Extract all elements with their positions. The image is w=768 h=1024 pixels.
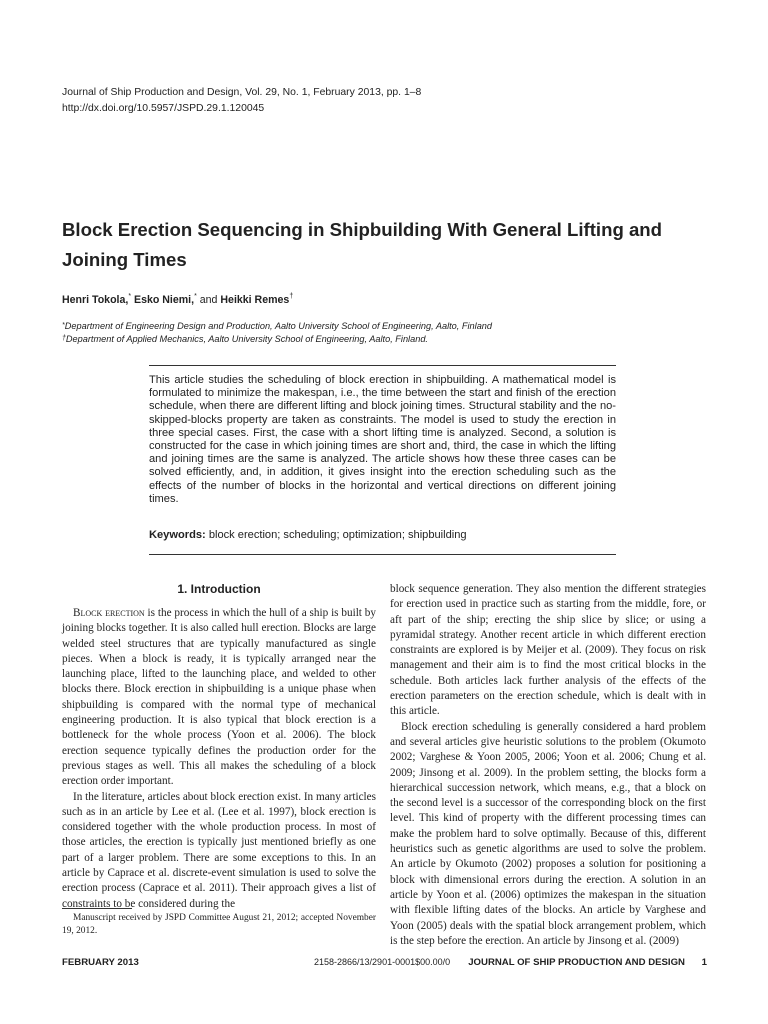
affiliation-mark: * [128,293,132,300]
footer-journal: JOURNAL OF SHIP PRODUCTION AND DESIGN [468,957,685,968]
affiliation-mark: † [62,335,66,342]
journal-citation-header [62,85,421,117]
affiliation-mark: * [194,293,197,300]
paragraph-text: is the process in which the hull of a ship is built by joining blocks together. It is also called hull erection. Blocks are large welded steel structures that are typically manufactured as single pieces. When a block is ready, it is typically arranged near the launching place, lifted to the launching place, and welded to other blocks there. Block erection in shipbuilding is a unique phase when shipbuilding is compared with the normal type of mechanical engineering production. It is also typical that block erection is a bottleneck for the whole process (Yoon et al. 2006). The block erection sequence typically defines the production order for the previous stages as well. This all makes the scheduling of a block erection order important. [62,607,376,788]
footnote: Manuscript received by JSPD Committee August 21, 2012; accepted November 19, 2012. [62,913,376,936]
paragraph: block sequence generation. They also mention the different strategies for erection used in practice such as starting from the middle, fore, or aft part of the ship; erecting the ship slice by slice; or using a pyramidal strategy. Another recent article in which different erection constraints are explored is by Meijer et al. (2009). They focus on risk management and their aim is to find the most critical blocks in the schedule. Both articles lack further analysis of the effects of the erection parameters on the erection schedule, which is dealt with in this article. [390,583,706,718]
footer-code: 2158-2866/13/2901-0001$00.00/0 [314,957,451,967]
keywords [149,529,616,541]
author-name: Esko Niemi, [134,294,195,306]
affiliation-line [62,320,492,333]
paragraph: Block erection scheduling is generally considered a hard problem and several articles give heuristic solutions to the problem (Okumoto 2002; Varghese & Yoon 2005, 2006; Yoon et al. 2006; Chung et al. 2009; Jinsong et al. 2009). In the problem setting, the blocks form a hierarchical succession network, which means, e.g., that a block on the second level is a successor of the corresponding block on the first level. This kind of property with the different processing times can make the problem hard to solve optimally. Because of this, different heuristics such as genetic algorithms are used to solve the problem. An article by Okumoto (2002) proposes a solution for positioning a block with dimensional errors during the erection. A solution in an article by Yoon et al. (2006) optimizes the makespan in the situation with flexible lifting dates of the blocks. An article by Varghese and Yoon (2005) deals with the spatial block arrangement problem, which is the step before the erection. An article by Jinsong et al. (2009) [390,720,706,947]
author-name: Henri Tokola, [62,294,129,306]
left-column [62,582,376,912]
footnote-rule [62,908,132,909]
affiliation-mark: * [62,322,65,329]
keywords-text: block erection; scheduling; optimization; shipbuilding [208,529,467,541]
affiliation-text: Department of Engineering Design and Production, Aalto University School of Engineering, Aalto, Finland [64,321,493,331]
footer-date: FEBRUARY 2013 [62,957,139,968]
article-title: Block Erection Sequencing in Shipbuilding With General Lifting and Joining Times [62,219,663,270]
author-conjunction: and [199,294,218,306]
keywords-label: Keywords: [149,529,206,541]
right-column [390,582,706,949]
paragraph: In the literature, articles about block erection exist. In many articles such as in an article by Lee et al. (Lee et al. 1997), block erection is considered together with the whole production process. In most of those articles, the erection is typically just mentioned briefly as one part of a larger problem. There are some exceptions to this. In an article by Caprace et al. discrete-event simulation is used to solve the erection process (Caprace et al. 2011). Their approach gives a list of constraints to be considered during the [62,790,376,910]
doi-link[interactable]: http://dx.doi.org/10.5957/JSPD.29.1.120045 [62,103,265,114]
abstract-top-rule [149,365,616,366]
journal-citation: Journal of Ship Production and Design, Vol. 29, No. 1, February 2013, pp. 1–8 [62,87,422,98]
affiliation-mark: † [289,293,294,300]
author-list [62,294,293,306]
page-number: 1 [701,957,707,968]
affiliation-text: Department of Applied Mechanics, Aalto University School of Engineering, Aalto, Finland. [65,334,428,344]
author-name: Heikki Remes [220,294,290,306]
affiliations [62,320,492,346]
section-heading: 1. Introduction [177,582,261,596]
abstract-bottom-rule [149,554,616,555]
abstract: This article studies the scheduling of block erection in shipbuilding. A mathematical model is formulated to minimize the makespan, i.e., the time between the start and finish of the erection schedule, when there are different lifting and block joining times. Structural stability and the no-skipped-blocks property are taken as constraints. The model is used to study the erection in three special cases. First, the case with a short lifting time is analyzed. Second, a solution is constructed for the case in which joining times are short and, third, the case in which the lifting and joining times are the same is analyzed. The article shows how these three cases can be solved efficiently, and, in addition, it gives insight into the erection scheduling such as the effects of the number of blocks in the horizontal and vertical directions on different joining times. [149,374,616,505]
lead-in-small-caps: Block erection [73,607,145,619]
paragraph [62,606,376,790]
affiliation-line [62,333,492,346]
